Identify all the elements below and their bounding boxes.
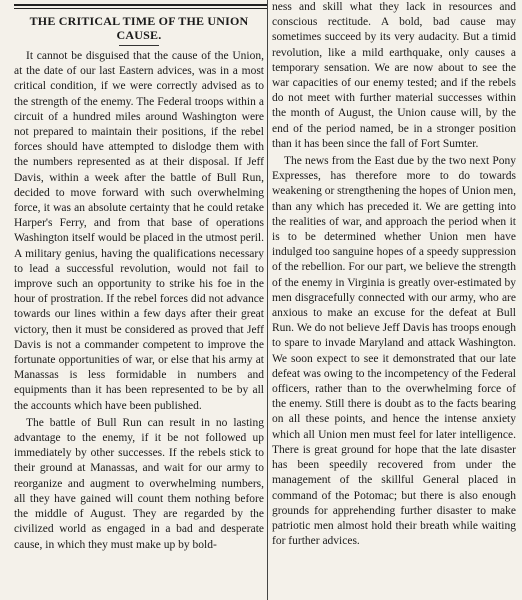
column-top-rule-thin: [14, 8, 268, 9]
column-top-rule: [14, 4, 268, 6]
left-column: [14, 12, 264, 600]
headline-line-1: THE CRITICAL TIME OF THE UNION: [29, 14, 249, 28]
right-column: [272, 0, 516, 600]
paragraph-3: The news from the East due by the two next Pony Expresses, has therefore more to do towards weakening or strengthening the hopes of Union men, than any which has preceded it. We are getting into the realities of war, and approach the period when it is to be determined whether Union men have indulged too sanguine hopes of a speedy suppression of the rebellion. For our part, we believe the strength of the enemy in Virginia is greatly over-estimated by men disgracefully connected with our army, who are anxious to make an excuse for the defeat at Bull Run. We do not believe Jeff Davis has troops enough to spare to invade Maryland and attack Washington. We soon expect to see it demonstrated that our late defeat was owing to the incompetency of the Federal officers, rather than to the overwhelming force of the enemy. Still there is doubt as to the facts bearing on all these points, and hence the intense anxiety which all Union men must feel for later intelligence. There is great ground for hope that the late disaster has been speedily recovered from under the management of the skillful General placed in command of the Potomac; but there is also enough grounds for apprehending further disaster to make patriotic men almost hold their breath while waiting for further advices.: [272, 155, 516, 548]
paragraph-2-continued: ness and skill what they lack in resources and conscious rectitude. A bold, bad cause may sometimes succeed by its very audacity. But a timid revolution, like a mild earthquake, only causes a temporary sensation. We are now about to see the war capacities of our enemy tested; and if the rebels do not meet with further material successes within the month of August, the Union cause will, by the end of the period named, be in a stronger position than it has been since the fall of Fort Sumter.: [272, 1, 516, 150]
paragraph-2: The battle of Bull Run can result in no lasting advantage to the enemy, if it be not followed up immediately by other successes. If the rebels stick to their ground at Manassas, and wait for our army to reorganize and augment to overwhelming numbers, all they have gained will count them nothing before the middle of August. They are regarded by the civilized world as engaged in a bad and desperate cause, in which they must make up by bold-: [14, 416, 264, 551]
headline-line-2: CAUSE.: [116, 28, 162, 42]
column-divider: [267, 0, 268, 600]
paragraph-1: It cannot be disguised that the cause of the Union, at the date of our last Eastern advices, was in a most critical condition, if we were correctly advised as to the strength of the enemy. The Federal troops within a circuit of a hundred miles around Washington were not prepared to maintain their positions, if the rebel forces should have attempted to dislodge them with the numbers represented as at their disposal. If Jeff Davis, within a week after the battle of Bull Run, decided to move forward with such overwhelming force, it was an absolute certainty that he could retake Harper's Ferry, and from that base of operations Washington itself would be placed in the utmost peril. A military genius, having the qualifications necessary to lead a successful revolution, would not fail to improve such an opportunity to strike his foe in the hour of prostration. If the rebel forces did not advance towards our lines within a few days after their great victory, then it must be considered as proved that Jeff Davis is not a commander competent to improve the fortunate opportunities of war, or else that his army at Manassas is less formidable in numbers and equipments than it has been represented to be by all the accounts which have been published.: [14, 50, 264, 412]
headline-divider: [119, 45, 159, 46]
article-headline: [14, 14, 264, 42]
